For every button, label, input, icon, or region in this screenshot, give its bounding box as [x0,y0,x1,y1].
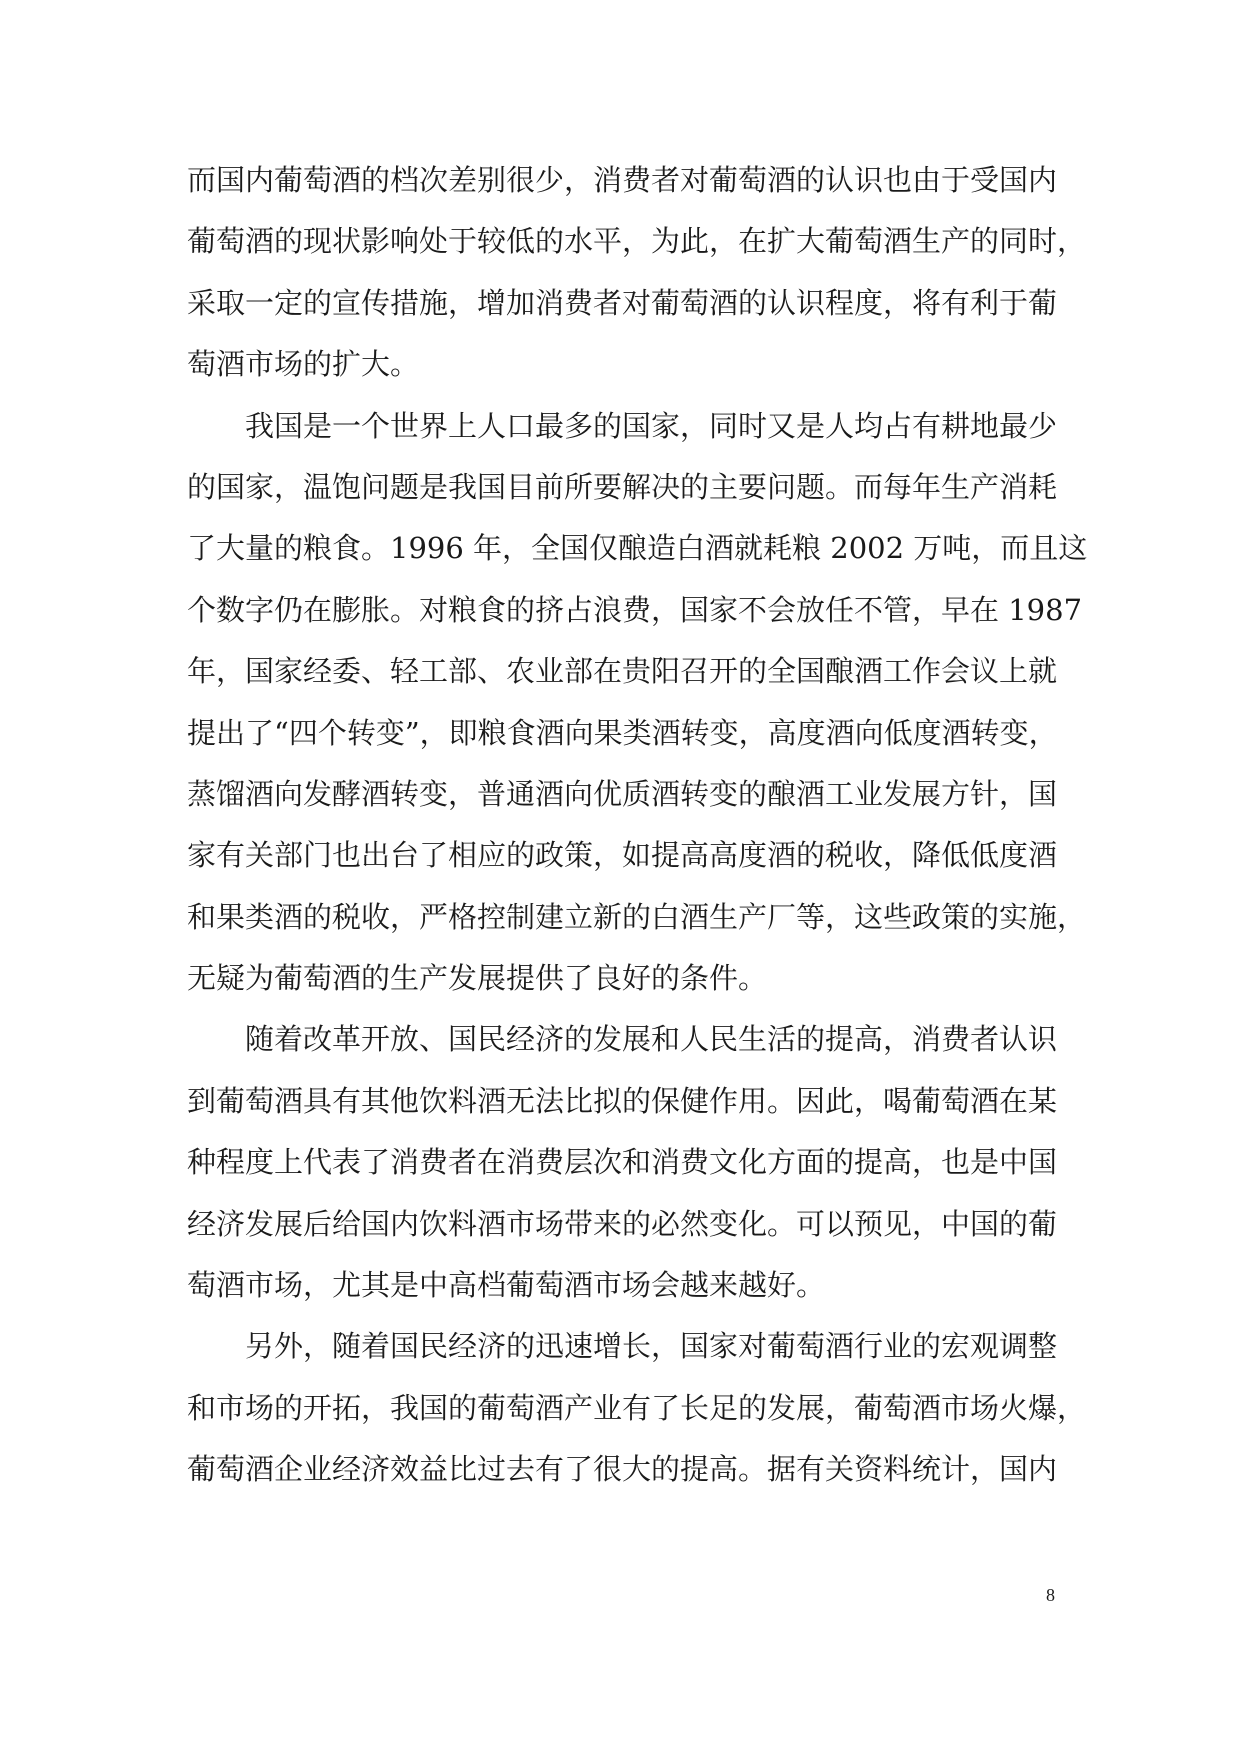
text-line: 到葡萄酒具有其他饮料酒无法比拟的保健作用。因此，喝葡萄酒在某 [187,1083,1058,1118]
text-line: 提出了“四个转变”，即粮食酒向果类酒转变，高度酒向低度酒转变， [187,715,1058,750]
paragraph [187,1009,1057,1316]
text-line: 了大量的粮食。1996 年，全国仅酿造白酒就耗粮 2002 万吨，而且这 [187,531,1088,566]
text-line: 而国内葡萄酒的档次差别很少，消费者对葡萄酒的认识也由于受国内 [187,163,1058,197]
text-line: 随着改革开放、国民经济的发展和人民生活的提高，消费者认识 [245,1022,1058,1057]
text-line: 我国是一个世界上人口最多的国家，同时又是人均占有耕地最少 [245,408,1058,443]
page-number: 8 [1046,1585,1055,1605]
text-line: 蒸馏酒向发酵酒转变，普通酒向优质酒转变的酿酒工业发展方针，国 [187,776,1058,811]
text-line: 经济发展后给国内饮料酒市场带来的必然变化。可以预见，中国的葡 [187,1206,1058,1241]
text-line: 萄酒市场，尤其是中高档葡萄酒市场会越来越好。 [187,1268,826,1303]
paragraph [187,396,1088,1010]
text-line: 另外，随着国民经济的迅速增长，国家对葡萄酒行业的宏观调整 [245,1329,1058,1364]
text-line: 采取一定的宣传措施，增加消费者对葡萄酒的认识程度，将有利于葡 [187,285,1058,320]
text-line: 年，国家经委、轻工部、农业部在贵阳召开的全国酿酒工作会议上就 [187,654,1058,689]
text-line: 葡萄酒企业经济效益比过去有了很大的提高。据有关资料统计，国内 [187,1452,1058,1487]
text-line: 葡萄酒的现状影响处于较低的水平，为此，在扩大葡萄酒生产的同时， [187,224,1087,259]
text-line: 家有关部门也出台了相应的政策，如提高高度酒的税收，降低低度酒 [187,838,1058,873]
text-line: 种程度上代表了消费者在消费层次和消费文化方面的提高，也是中国 [187,1145,1058,1180]
text-line: 萄酒市场的扩大。 [187,347,420,382]
text-line: 的国家，温饱问题是我国目前所要解决的主要问题。而每年生产消耗 [187,469,1058,504]
paragraph [187,1316,1087,1500]
text-line: 和市场的开拓，我国的葡萄酒产业有了长足的发展，葡萄酒市场火爆， [187,1390,1087,1425]
text-line: 个数字仍在膨胀。对粮食的挤占浪费，国家不会放任不管，早在 1987 [187,592,1083,627]
text-line: 无疑为葡萄酒的生产发展提供了良好的条件。 [187,961,768,996]
text-line: 和果类酒的税收，严格控制建立新的白酒生产厂等，这些政策的实施， [187,899,1087,934]
paragraph [187,150,1087,396]
body-text [187,150,1088,1501]
